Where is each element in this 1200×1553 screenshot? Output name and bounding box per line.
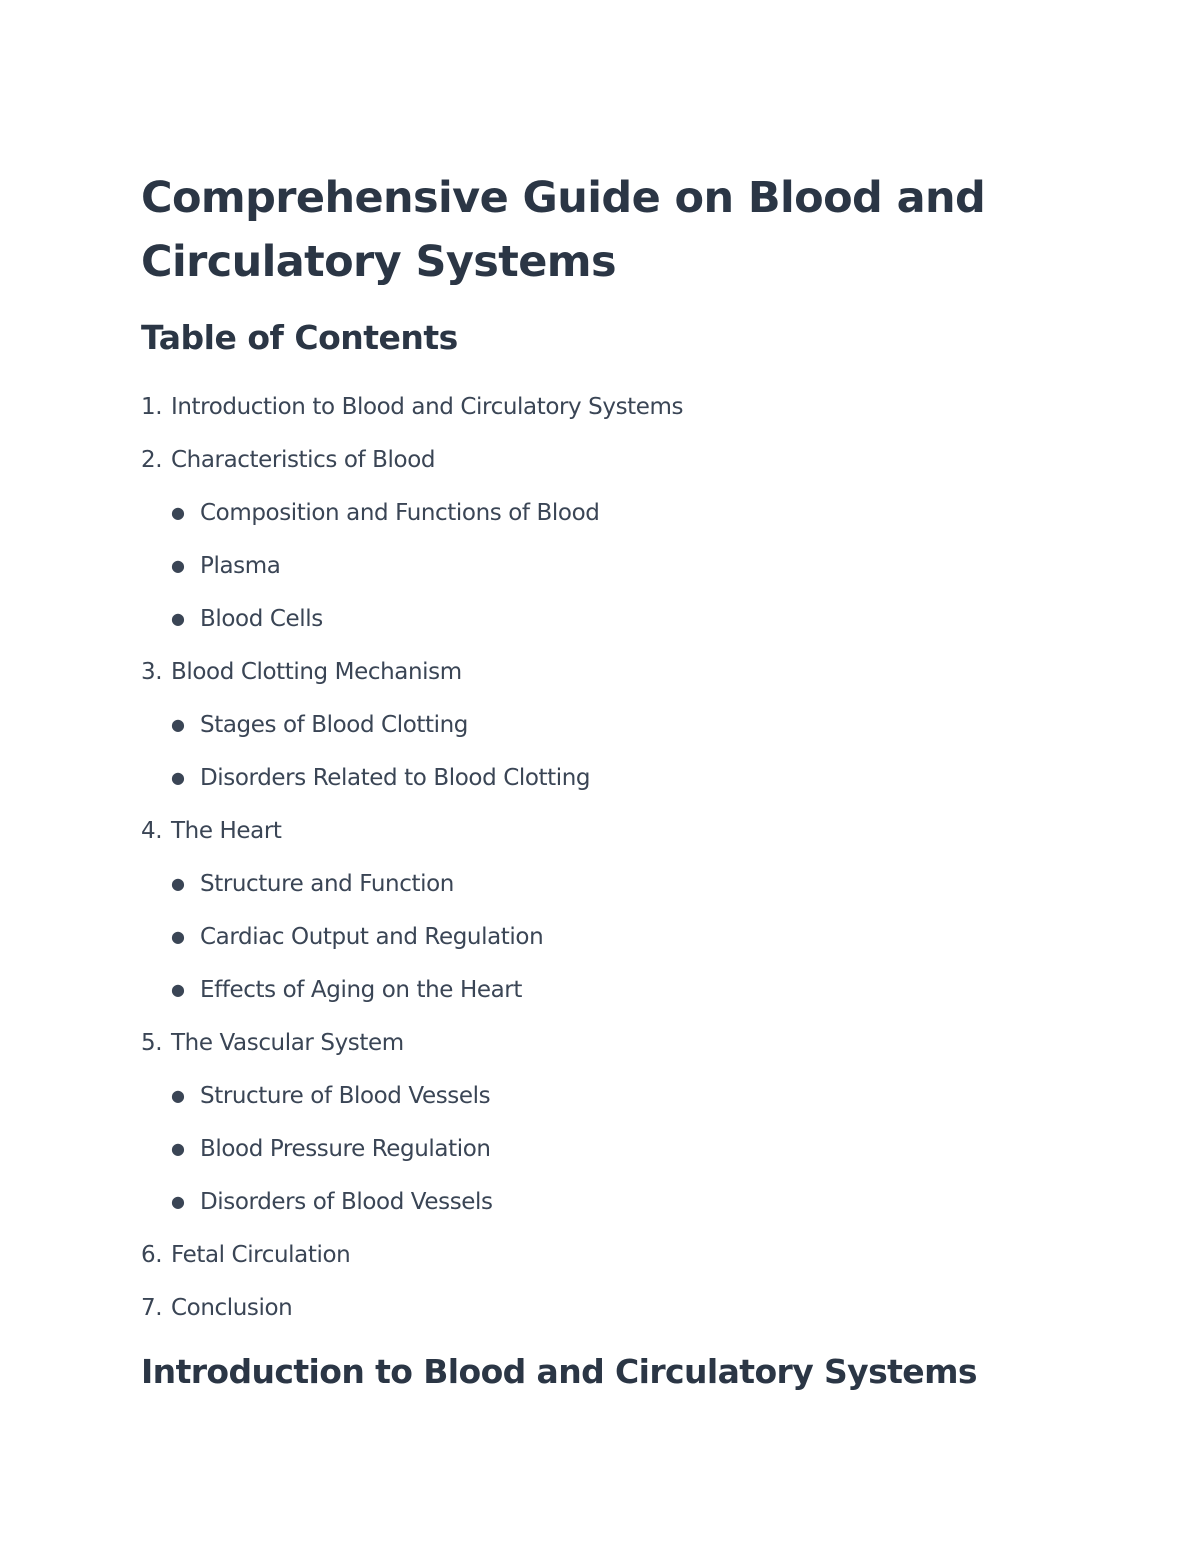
bullet-icon: ●: [171, 503, 185, 522]
toc-item: [141, 387, 683, 440]
table-of-contents: [141, 387, 683, 1341]
toc-subitem: [141, 705, 683, 758]
toc-subitem-label: Plasma: [200, 553, 281, 579]
toc-subitem: [141, 970, 683, 1023]
toc-subitem: [141, 546, 683, 599]
toc-item-label: Introduction to Blood and Circulatory Systems: [171, 394, 684, 420]
toc-item: [141, 652, 683, 705]
toc-subitem: [141, 917, 683, 970]
toc-item: [141, 1235, 683, 1288]
toc-subitem-label: Structure of Blood Vessels: [200, 1083, 491, 1109]
bullet-icon: ●: [171, 556, 185, 575]
toc-subitem-label: Disorders Related to Blood Clotting: [200, 765, 591, 791]
bullet-icon: ●: [171, 927, 185, 946]
toc-subitem: [141, 1182, 683, 1235]
toc-subitem: [141, 493, 683, 546]
bullet-icon: ●: [171, 874, 185, 893]
toc-subitem-label: Stages of Blood Clotting: [200, 712, 468, 738]
toc-item: [141, 1288, 683, 1341]
toc-item-number: 1.: [141, 394, 163, 420]
toc-subitem-label: Composition and Functions of Blood: [200, 500, 600, 526]
bullet-icon: ●: [171, 715, 185, 734]
toc-subitem: [141, 1076, 683, 1129]
toc-item: [141, 1023, 683, 1076]
toc-item: [141, 440, 683, 493]
bullet-icon: ●: [171, 980, 185, 999]
toc-item-label: Characteristics of Blood: [171, 447, 436, 473]
toc-item-number: 7.: [141, 1295, 163, 1321]
document-title: Comprehensive Guide on Blood and Circulatory Systems: [141, 173, 986, 287]
bullet-icon: ●: [171, 1192, 185, 1211]
bullet-icon: ●: [171, 1139, 185, 1158]
section-heading: Introduction to Blood and Circulatory Systems: [141, 1352, 977, 1391]
bullet-icon: ●: [171, 768, 185, 787]
bullet-icon: ●: [171, 1086, 185, 1105]
toc-subitem: [141, 758, 683, 811]
toc-item-label: The Heart: [171, 818, 282, 844]
toc-item-number: 5.: [141, 1030, 163, 1056]
toc-subitem: [141, 1129, 683, 1182]
toc-item: [141, 811, 683, 864]
toc-item-number: 6.: [141, 1242, 163, 1268]
toc-item-number: 2.: [141, 447, 163, 473]
toc-item-label: Fetal Circulation: [171, 1242, 351, 1268]
toc-item-number: 3.: [141, 659, 163, 685]
toc-subitem: [141, 864, 683, 917]
toc-heading: Table of Contents: [141, 318, 458, 357]
toc-item-label: Conclusion: [171, 1295, 293, 1321]
toc-subitem-label: Disorders of Blood Vessels: [200, 1189, 493, 1215]
toc-subitem-label: Structure and Function: [200, 871, 454, 897]
toc-subitem-label: Blood Cells: [200, 606, 323, 632]
toc-subitem-label: Effects of Aging on the Heart: [200, 977, 522, 1003]
toc-item-label: The Vascular System: [171, 1030, 404, 1056]
toc-item-number: 4.: [141, 818, 163, 844]
toc-subitem-label: Cardiac Output and Regulation: [200, 924, 544, 950]
toc-subitem-label: Blood Pressure Regulation: [200, 1136, 491, 1162]
toc-subitem: [141, 599, 683, 652]
bullet-icon: ●: [171, 609, 185, 628]
toc-item-label: Blood Clotting Mechanism: [171, 659, 462, 685]
